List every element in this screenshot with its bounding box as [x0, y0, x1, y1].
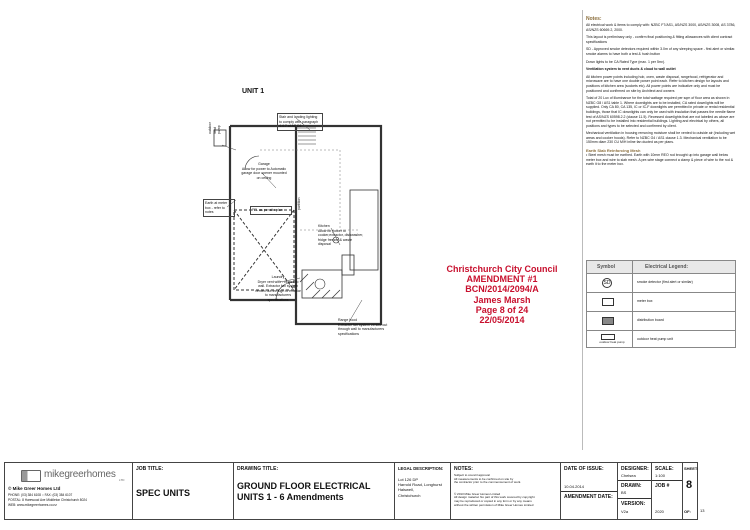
scale-cell — [652, 463, 683, 519]
legend-row — [587, 292, 735, 311]
legend-row — [587, 311, 735, 330]
scale-label: SCALE: — [655, 466, 674, 472]
smoke-detector-icon: SD — [603, 280, 611, 286]
job-number: 2020 — [655, 509, 664, 514]
tb-note-line: Subject to council approval — [454, 473, 490, 477]
total-sheets: 13 — [700, 508, 705, 513]
sheet-label: SHEET: — [684, 466, 699, 471]
legend-label: smoke detector (first alert or similar) — [637, 280, 693, 284]
logo-sub: LTD — [119, 478, 125, 482]
tb-notes-cell — [451, 463, 561, 519]
company-phone: PHONE: (03) 384 6108 ○ FAX: (03) 384 6107 — [8, 493, 73, 497]
stamp-line: 22/05/2014 — [479, 315, 525, 326]
of-label: OF: — [684, 509, 691, 514]
garage-note: Garage Allow for power to Automatic garage door opener mounted on ceiling — [241, 162, 287, 180]
kitchen-note: Kitchen Allow for power to cooker,extractor, dishwasher, fridge freezer & waste disposal — [318, 224, 364, 247]
stamp-line: Page 8 of 24 — [475, 304, 529, 315]
legend-row — [587, 273, 735, 292]
notes-paragraph: All kitchen power points including hob, oven, waste disposal, rangehood, refrigerator and microwave are to have one double power point each. Refer to kitchen design for layouts and positions of kitchen area (sockets etc). All power points are indicative only and must be positioned and confirmed on site by Architect and owners — [586, 74, 729, 93]
notes-panel — [586, 16, 736, 167]
tb-note-line: may be reproduced or copied in any form or by any means — [454, 498, 532, 503]
tb-notes-label: NOTES: — [454, 466, 473, 472]
legal-label: LEGAL DESCRIPTION: — [398, 466, 444, 471]
designer: Chelsea — [621, 473, 636, 478]
title-block — [4, 462, 698, 520]
legend-label: outdoor heat pump unit — [637, 337, 673, 341]
sheet-cell — [683, 463, 699, 519]
legend-label: distribution board — [637, 318, 664, 322]
sheet-number: 8 — [686, 479, 693, 491]
company-logo — [21, 469, 123, 483]
job-number-label: JOB # — [655, 483, 670, 489]
fpl-note: FFL as per site plan — [250, 206, 292, 215]
designer-label: DESIGNER: — [621, 466, 649, 472]
heat-pump-caption: outdoor heat pump — [599, 340, 625, 344]
earth-note: Earth at meter box - refer to notes — [203, 199, 235, 217]
scale: 1:100 — [655, 473, 666, 478]
legend-label: meter box — [637, 299, 653, 303]
legal-cell — [395, 463, 451, 519]
version: V2a — [621, 509, 629, 514]
stamp-line: AMENDMENT #1 — [466, 274, 538, 285]
tb-note-line: All design material. No part of this work covered by copyright — [454, 495, 535, 500]
legal-line: Harrold Road, Longhurst — [398, 482, 442, 488]
amendment-date-label: AMENDMENT DATE: — [564, 494, 613, 500]
unit-title: UNIT 1 — [242, 88, 265, 95]
meter-box-icon — [602, 298, 614, 306]
job-title-label: JOB TITLE: — [136, 466, 164, 472]
legend-row — [587, 330, 735, 349]
drawing-title-label: DRAWING TITLE: — [237, 466, 279, 472]
drawing-title-cell — [234, 463, 395, 519]
stamp-line: Christchurch City Council — [446, 264, 558, 274]
date-issue: 10.04.2014 — [564, 484, 585, 489]
legend-desc-header: Electrical Legend: — [645, 264, 689, 270]
drawing-title-line1: GROUND FLOOR ELECTRICAL — [237, 481, 371, 491]
range-note: Range hood Extractor fan system vented out through wall to manufacturers specifications — [338, 318, 388, 336]
tb-note-line: © 2013 Mike Greer Homes Limited — [454, 491, 501, 496]
notes-heading: Notes: — [586, 16, 602, 22]
partition-label: partition — [297, 197, 301, 210]
drawn: BS — [621, 490, 627, 495]
stamp-line: James Marsh — [473, 294, 531, 305]
notes-paragraph: All electrical work & items to comply with: NZBC F7/AS1, AS/NZS 3000, AS/NZS 3008, AS 3786, AS/NZS 60669.2, 2000. — [586, 23, 736, 32]
outdoor-heat-pump-label: outdoor heat pump — [208, 122, 222, 134]
legal-line: Lot 126 DP — [398, 477, 419, 482]
job-title-cell — [133, 463, 234, 519]
legend-header — [587, 261, 735, 273]
job-title: SPEC UNITS — [136, 488, 191, 498]
company-postal: POSTAL: 8 Harewood Ave Middleton Christchurch 8024 — [8, 498, 87, 502]
designer-cell — [618, 463, 652, 519]
legal-line: Christchurch — [398, 492, 421, 498]
laundry-note: Laundry Dryer vent with - vented to wall. Extractor fan system vented out through to exterior to manufacturers specifications — [255, 275, 301, 302]
notes-paragraph: This layout is preliminary only - confirm final positioning & fitting allowances with client contract specifications — [586, 35, 733, 44]
version-label: VERSION: — [621, 501, 646, 507]
tb-note-line: All measurements to be confirmed on site by — [454, 476, 514, 481]
dates-cell — [561, 463, 618, 519]
distribution-board-icon — [602, 317, 614, 325]
company-name: © Mike Greer Homes Ltd — [8, 486, 61, 491]
legend-symbol-header: Symbol — [597, 264, 616, 270]
company-web: WEB: www.mikegreerhomes.co.nz — [8, 503, 57, 507]
logo-mark-icon — [21, 470, 41, 482]
drawn-label: DRAWN: — [621, 483, 642, 489]
notes-paragraph: Ventilation system to vent ducts & cloud to wall outlet — [586, 67, 676, 72]
legal-line: Halswell, — [398, 487, 415, 493]
stamp-line: BCN/2014/2094/A — [465, 284, 539, 295]
notes-paragraph: Down lights to be CA Rated Type (max. 1 per 5m²). — [586, 59, 666, 64]
earth-heading: Earth Slab Reinforcing Mesh — [586, 148, 641, 154]
notes-paragraph: SD - Approved smoke detectors required within 3.0m of any sleeping space - first alert or similar. smoke alarms to have both a test & hush button — [586, 47, 736, 56]
earth-text: • Steel mesh must be earthed. Earth with 10mm REO rod brought up into garage wall below meter box and wire to slab mesh. A pre-wire stage connect a clamp & piece of wire to the rod & earth it to the meter box. — [586, 153, 734, 167]
tb-note-line: the contractor prior to the commencement of work. — [454, 480, 522, 485]
stair-note: Stair and landing lighting to comply with paragraph 4.4.7 of AS D1 — [277, 113, 323, 131]
electrical-legend — [586, 260, 736, 348]
company-cell — [5, 463, 133, 519]
date-issue-label: DATE OF ISSUE: — [564, 466, 604, 472]
notes-paragraph: Total of 20 Lux of illuminance for the total wattage required per sqm of floor area as shown in NZBC G8 / AS1 table 1. Where downlights are to be installed, CA rated downlights will be supplied. Only CA 80, CA 135, IC or IC-F downlights are permitted in private or rental residential buildings, those that IC downlights can only be used with insulation that passes the needle flame test of AS/NZS 60598.2.2 (clause 11.5). Recessed downlights that are not labelled as above are not permitted to be installed into residential buildings. Lighting and electrical by others, all positions and types to be selected and confirmed by client. — [586, 96, 736, 128]
council-stamp — [440, 264, 564, 325]
notes-paragraph: Mechanical ventilation in housing removing moisture shall be vented to outside air (including wet areas and cooker hoods). Refer to NZBC G4 / AS1 clause 1.3. Mechanical ventilation to be 150mm diam 230 CU M/H inline fan ducted as per plans. — [586, 131, 736, 145]
logo-text: mikegreerhomes — [44, 469, 116, 480]
drawing-title-line2: UNITS 1 - 6 Amendments — [237, 492, 344, 502]
tb-note-line: without the written permission of Mike Greer Homes Limited — [454, 502, 534, 507]
